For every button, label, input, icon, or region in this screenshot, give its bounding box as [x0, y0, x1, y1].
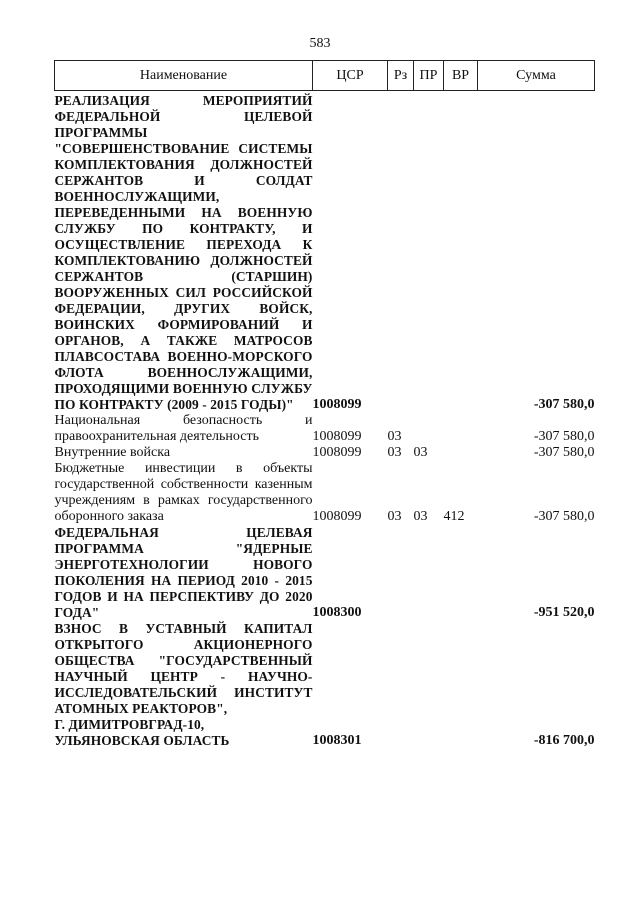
- row-csr: 1008099: [312, 509, 362, 524]
- row-rz: 03: [387, 509, 402, 524]
- row-pr: [414, 525, 444, 621]
- header-vr: ВР: [444, 61, 478, 91]
- row-rz: 03: [387, 429, 402, 444]
- row-vr: [444, 621, 478, 749]
- table-row: [55, 525, 595, 621]
- table-row: [55, 621, 595, 749]
- row-vr: [444, 413, 478, 445]
- row-name: ФЕДЕРАЛЬНАЯ ЦЕЛЕВАЯ ПРОГРАММА "ЯДЕРНЫЕ ЭНЕРГОТЕХНОЛОГИИ НОВОГО ПОКОЛЕНИЯ НА ПЕРИОД 2010 - 2015 ГОДОВ И НА ПЕРСПЕКТИВУ ДО 2020 ГОДА": [54, 525, 313, 620]
- row-csr: 1008099: [312, 445, 362, 460]
- row-rz: [388, 525, 414, 621]
- table-row: [55, 91, 595, 414]
- row-name-region: УЛЬЯНОВСКАЯ ОБЛАСТЬ: [54, 733, 230, 748]
- row-vr: 412: [443, 509, 465, 524]
- row-name: [55, 621, 313, 749]
- header-pr: ПР: [414, 61, 444, 91]
- row-name: РЕАЛИЗАЦИЯ МЕРОПРИЯТИЙ ФЕДЕРАЛЬНОЙ ЦЕЛЕВОЙ ПРОГРАММЫ "СОВЕРШЕНСТВОВАНИЕ СИСТЕМЫ КОМПЛЕКТОВАНИЯ ДОЛЖНОСТЕЙ СЕРЖАНТОВ И СОЛДАТ ВОЕННОСЛУЖАЩИМИ, ПЕРЕВЕДЕННЫМИ НА ВОЕННУЮ СЛУЖБУ ПО КОНТРАКТУ, И ОСУЩЕСТВЛЕНИЕ ПЕРЕХОДА К КОМПЛЕКТОВАНИЮ ДОЛЖНОСТЕЙ СЕРЖАНТОВ (СТАРШИН) ВООРУЖЕННЫХ СИЛ РОССИЙСКОЙ ФЕДЕРАЦИИ, ДРУГИХ ВОЙСК, ВОИНСКИХ ФОРМИРОВАНИЙ И ОРГАНОВ, А ТАКЖЕ МАТРОСОВ ПЛАВСОСТАВА ВОЕННО-МОРСКОГО ФЛОТА ВОЕННОСЛУЖАЩИМИ, ПРОХОДЯЩИМИ ВОЕННУЮ СЛУЖБУ ПО КОНТРАКТУ (2009 - 2015 ГОДЫ)": [54, 93, 313, 412]
- row-csr: 1008099: [312, 397, 362, 412]
- row-name-main: ВЗНОС В УСТАВНЫЙ КАПИТАЛ ОТКРЫТОГО АКЦИОНЕРНОГО ОБЩЕСТВА "ГОСУДАРСТВЕННЫЙ НАУЧНЫЙ ЦЕНТР - НАУЧНО-ИССЛЕДОВАТЕЛЬСКИЙ ИНСТИТУТ АТОМНЫХ РЕАКТОРОВ",: [54, 621, 313, 716]
- row-pr: [414, 621, 444, 749]
- row-name: Бюджетные инвестиции в объекты государственной собственности казенным учреждениям в рамках государственного оборонного заказа: [54, 461, 313, 524]
- row-pr: [414, 91, 444, 414]
- header-csr: ЦСР: [313, 61, 388, 91]
- table-row: [55, 461, 595, 525]
- row-name: Внутренние войска: [54, 445, 171, 460]
- row-csr: 1008099: [312, 429, 362, 444]
- row-pr: 03: [413, 509, 428, 524]
- page-number: 583: [309, 36, 331, 51]
- row-sum: -951 520,0: [533, 605, 595, 620]
- row-sum: -307 580,0: [533, 397, 595, 412]
- row-pr: [414, 413, 444, 445]
- row-sum: -307 580,0: [533, 429, 595, 444]
- row-rz: [388, 91, 414, 414]
- row-rz: 03: [387, 445, 402, 460]
- row-csr: 1008301: [312, 733, 362, 748]
- table-header-row: [55, 61, 595, 91]
- row-vr: [444, 91, 478, 414]
- row-vr: [444, 525, 478, 621]
- header-rz: Рз: [388, 61, 414, 91]
- row-sum: -307 580,0: [533, 445, 595, 460]
- budget-table: [54, 60, 595, 749]
- row-vr: [444, 445, 478, 461]
- row-csr: 1008300: [312, 605, 362, 620]
- header-name: Наименование: [55, 61, 313, 91]
- row-sum: -816 700,0: [533, 733, 595, 748]
- row-sum: -307 580,0: [533, 509, 595, 524]
- row-pr: 03: [413, 445, 428, 460]
- header-sum: Сумма: [478, 61, 595, 91]
- row-name-city: Г. ДИМИТРОВГРАД-10,: [54, 717, 205, 732]
- row-rz: [388, 621, 414, 749]
- table-row: [55, 445, 595, 461]
- table-row: [55, 413, 595, 445]
- row-name: Национальная безопасность и правоохранительная деятельность: [54, 413, 313, 444]
